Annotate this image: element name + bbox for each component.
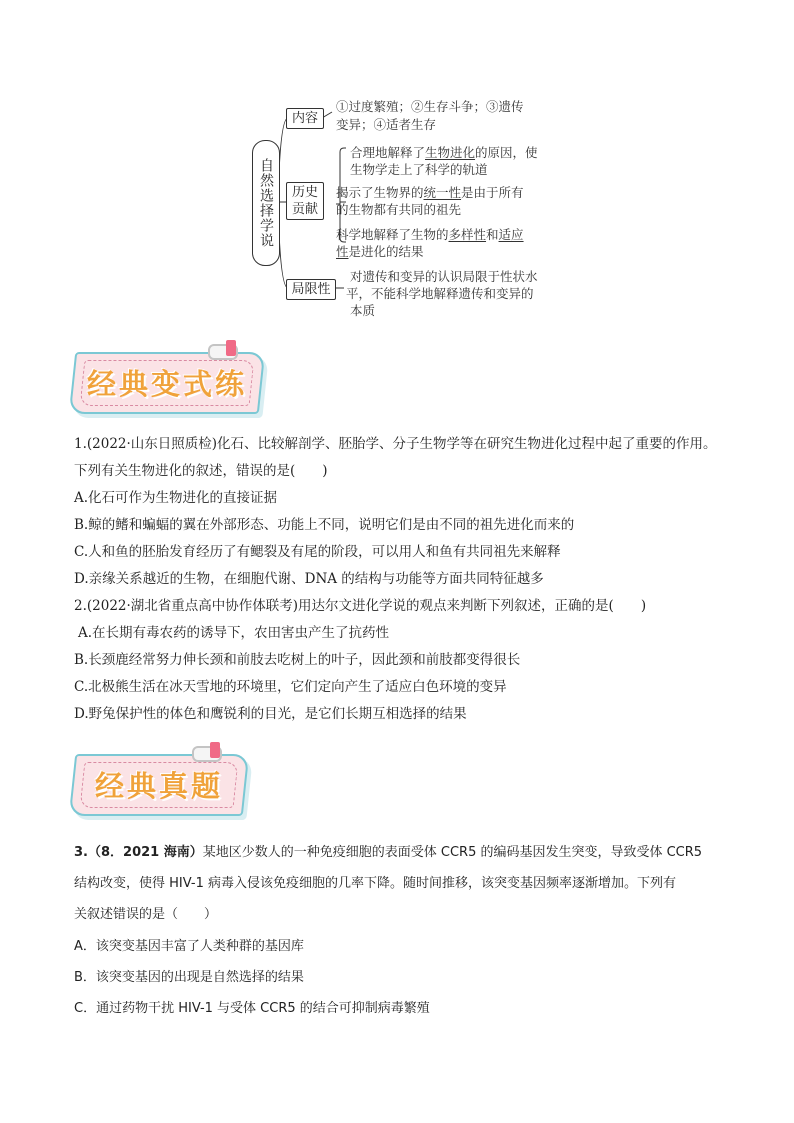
limitation-text-line3: 本质 — [350, 303, 376, 318]
real-section-title: 经典真题 — [95, 769, 224, 803]
history-item-1 — [350, 144, 538, 178]
limitation-text-line2: 平，不能科学地解释遗传和变异的 — [346, 286, 534, 301]
history-label-2: 贡献 — [291, 202, 318, 217]
history-item-2 — [336, 184, 524, 218]
q1-line2: 下列有关生物进化的叙述，错误的是( ) — [74, 463, 328, 479]
history-item-2-text-a: 揭示了生物界的 — [336, 185, 424, 200]
content-text-line2: 变异；④适者生存 — [336, 117, 437, 132]
history-item-3-text-a: 科学地解释了生物的 — [336, 227, 449, 242]
real-section-banner — [69, 754, 250, 816]
q3-option-b: B．该突变基因的出现是自然选择的结果 — [74, 970, 304, 985]
history-item-2-underlined: 统一性 — [423, 185, 462, 200]
history-item-3-text-c: 是进化的结果 — [348, 244, 424, 259]
history-item-2-text-b: 是由于所有 — [461, 185, 524, 200]
content-text-line1: ①过度繁殖；②生存斗争；③遗传 — [336, 99, 524, 114]
limitation-box: 局限性 — [286, 279, 336, 300]
history-item-1-underlined: 生物进化 — [425, 145, 476, 160]
history-box — [286, 182, 324, 220]
history-item-3 — [336, 226, 524, 260]
content-box: 内容 — [286, 108, 324, 129]
q3-option-c: C．通过药物干扰 HIV-1 与受体 CCR5 的结合可抑制病毒繁殖 — [74, 1001, 430, 1016]
q3-line3: 关叙述错误的是（ ） — [74, 907, 218, 922]
q1-line1: 1.(2022·山东日照质检)化石、比较解剖学、胚胎学、分子生物学等在研究生物进化过程中起了重要的作用。 — [74, 436, 717, 452]
q2-line1: 2.(2022·湖北省重点高中协作体联考)用达尔文进化学说的观点来判断下列叙述，正确的是( ) — [74, 598, 647, 614]
history-item-3-underlined-2: 适应 — [498, 227, 524, 242]
diagram-center-label: 自然选择学说 — [252, 140, 280, 266]
history-item-3-underlined-1: 多样性 — [448, 227, 487, 242]
practice-section-title: 经典变式练 — [87, 367, 248, 401]
clip-pin-icon — [226, 340, 236, 356]
limitation-text-line1: 对遗传和变异的认识局限于性状水 — [350, 269, 538, 284]
q3-option-a: A．该突变基因丰富了人类种群的基因库 — [74, 939, 304, 954]
history-item-2-line2: 的生物都有共同的祖先 — [336, 202, 462, 217]
q2-option-a: A.在长期有毒农药的诱导下，农田害虫产生了抗药性 — [78, 625, 390, 641]
q3-line1 — [74, 843, 702, 863]
q1-option-b: B.鲸的鳍和蝙蝠的翼在外部形态、功能上不同，说明它们是由不同的祖先进化而来的 — [74, 517, 575, 533]
q2-option-b: B.长颈鹿经常努力伸长颈和前肢去吃树上的叶子，因此颈和前肢都变得很长 — [74, 652, 521, 668]
history-item-1-line2: 生物学走上了科学的轨道 — [350, 162, 488, 177]
q3-number: 3.（8．2021 海南） — [74, 845, 203, 860]
q2-option-c: C.北极熊生活在冰天雪地的环境里，它们定向产生了适应白色环境的变异 — [74, 679, 507, 695]
q3-line1-text: 某地区少数人的一种免疫细胞的表面受体 CCR5 的编码基因发生突变，导致受体 CCR5 — [202, 845, 703, 860]
history-item-3-underlined-3: 性 — [336, 244, 349, 259]
q1-option-c: C.人和鱼的胚胎发育经历了有鳃裂及有尾的阶段，可以用人和鱼有共同祖先来解释 — [74, 544, 561, 560]
history-item-1-text-a: 合理地解释了 — [350, 145, 426, 160]
history-item-3-text-b: 和 — [486, 227, 499, 242]
history-item-1-text-b: 的原因，使 — [475, 145, 538, 160]
q2-option-d: D.野兔保护性的体色和鹰锐利的目光，是它们长期互相选择的结果 — [74, 706, 467, 722]
q1-option-d: D.亲缘关系越近的生物，在细胞代谢、DNA 的结构与功能等方面共同特征越多 — [74, 571, 544, 587]
q3-line2: 结构改变，使得 HIV-1 病毒入侵该免疫细胞的几率下降。随时间推移，该突变基因频率逐渐增加。下列有 — [74, 876, 676, 891]
concept-diagram — [240, 92, 560, 322]
practice-section-banner — [69, 352, 266, 414]
clip-pin-icon — [210, 742, 220, 758]
q1-option-a: A.化石可作为生物进化的直接证据 — [74, 490, 278, 506]
history-label-1: 历史 — [291, 185, 318, 200]
